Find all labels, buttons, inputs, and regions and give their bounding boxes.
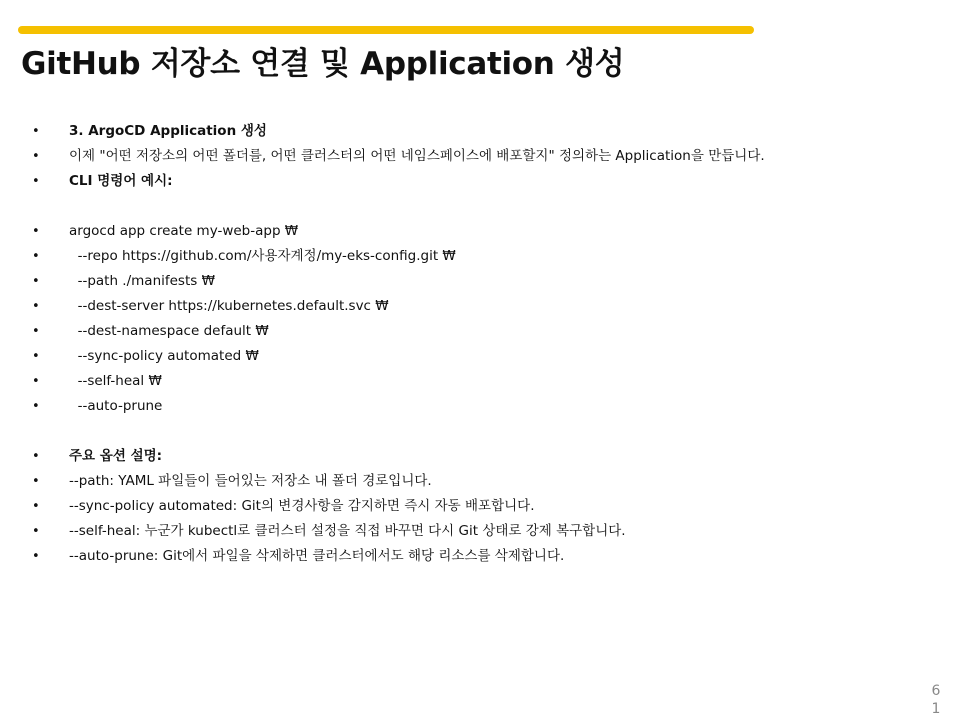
bullet-text: --repo https://github.com/사용자계정/my-eks-config.git ₩ [69,248,456,264]
bullet-dot-icon: • [32,174,40,189]
list-item [0,544,930,569]
bullet-text: --path: YAML 파일들이 들어있는 저장소 내 폴더 경로입니다. [69,473,432,489]
list-item [0,444,930,469]
list-item [0,344,930,369]
list-spacer [0,419,930,444]
bullet-dot-icon: • [32,449,40,464]
list-spacer [0,194,930,219]
bullet-text: --auto-prune: Git에서 파일을 삭제하면 클러스터에서도 해당 리소스를 삭제합니다. [69,548,565,564]
bullet-dot-icon: • [32,149,40,164]
bullet-dot-icon: • [32,299,40,314]
title-accent-bar [18,26,754,34]
bullet-text: argocd app create my-web-app ₩ [69,223,299,239]
bullet-text: --sync-policy automated ₩ [69,348,259,364]
bullet-text: --self-heal ₩ [69,373,162,389]
bullet-dot-icon: • [32,524,40,539]
bullet-dot-icon: • [32,224,40,239]
list-item [0,519,930,544]
list-item [0,119,930,144]
list-item [0,244,930,269]
list-item [0,219,930,244]
bullet-text: 이제 "어떤 저장소의 어떤 폴더를, 어떤 클러스터의 어떤 네임스페이스에 배포할지" 정의하는 Application을 만듭니다. [69,148,765,164]
bullet-text: 주요 옵션 설명: [69,448,163,464]
bullet-text: --auto-prune [69,398,163,414]
list-item [0,319,930,344]
bullet-list [0,119,930,569]
list-item [0,394,930,419]
bullet-dot-icon: • [32,124,40,139]
bullet-text: --dest-server https://kubernetes.default.svc ₩ [69,298,389,314]
bullet-text: 3. ArgoCD Application 생성 [69,123,267,139]
bullet-text: --self-heal: 누군가 kubectl로 클러스터 설정을 직접 바꾸면 다시 Git 상태로 강제 복구합니다. [69,523,626,539]
bullet-dot-icon: • [32,499,40,514]
bullet-text: --sync-policy automated: Git의 변경사항을 감지하면 즉시 자동 배포합니다. [69,498,535,514]
page-number: 61 [931,683,941,717]
bullet-text: --dest-namespace default ₩ [69,323,269,339]
bullet-text: CLI 명령어 예시: [69,173,173,189]
bullet-dot-icon: • [32,324,40,339]
list-item [0,269,930,294]
bullet-dot-icon: • [32,549,40,564]
bullet-dot-icon: • [32,349,40,364]
list-item [0,169,930,194]
bullet-dot-icon: • [32,249,40,264]
bullet-text: --path ./manifests ₩ [69,273,215,289]
list-item [0,369,930,394]
list-item [0,469,930,494]
bullet-dot-icon: • [32,399,40,414]
list-item [0,294,930,319]
bullet-dot-icon: • [32,274,40,289]
list-item [0,144,930,169]
bullet-dot-icon: • [32,474,40,489]
bullet-dot-icon: • [32,374,40,389]
slide-title: GitHub 저장소 연결 및 Application 생성 [21,46,625,82]
list-item [0,494,930,519]
